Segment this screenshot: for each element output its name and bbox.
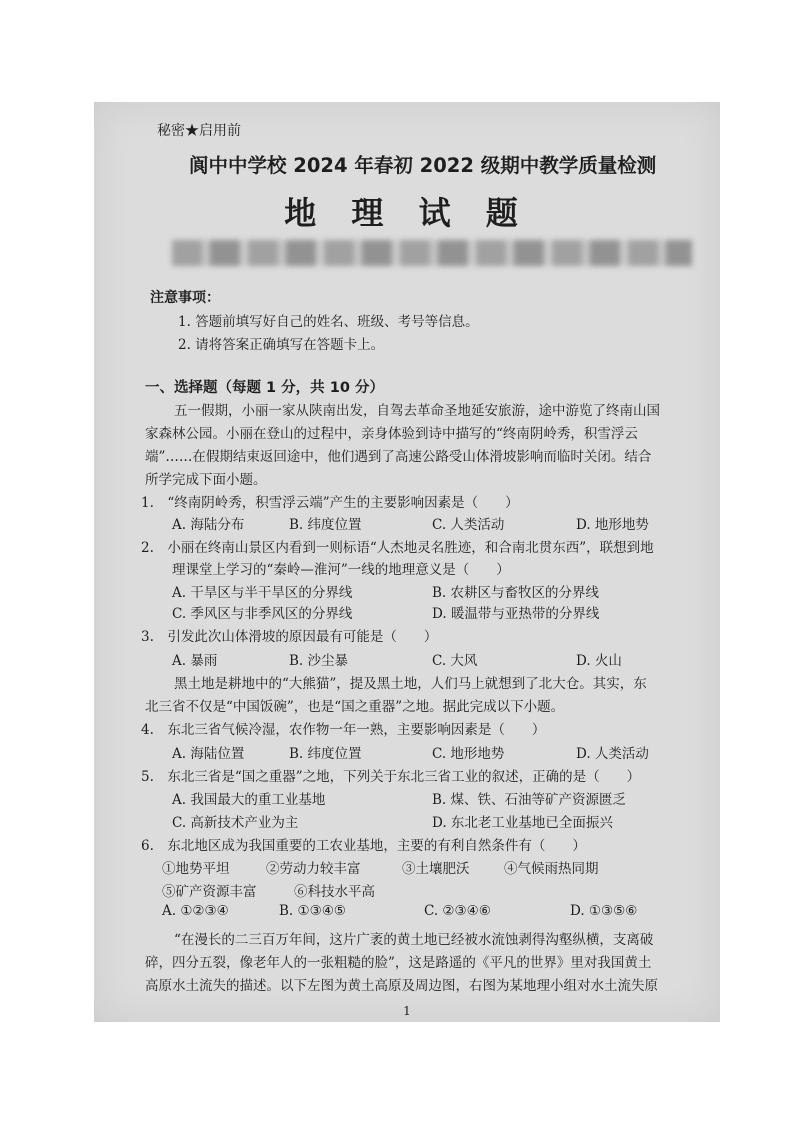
option: B. 农耕区与畜牧区的分界线 — [432, 585, 600, 601]
option: A. 海陆分布 — [172, 517, 245, 533]
question-1: 1. “终南阴岭秀，积雪浮云端”产生的主要影响因素是（ ） — [141, 495, 519, 511]
option: A. 暴雨 — [172, 653, 218, 669]
option: B. 纬度位置 — [289, 517, 362, 533]
notice-item: 1. 答题前填写好自己的姓名、班级、考号等信息。 — [178, 314, 479, 330]
option: B. 纬度位置 — [289, 746, 362, 762]
option: D. 人类活动 — [576, 746, 649, 762]
passage-line: 高原水土流失的描述。以下左图为黄土高原及周边图，右图为某地理小组对水土流失原 — [145, 978, 658, 994]
condition: ⑤矿产资源丰富 — [162, 884, 257, 900]
option: B. ①③④⑤ — [279, 903, 346, 919]
passage-line: 家森林公园。小丽在登山的过程中，亲身体验到诗中描写的“终南阴岭秀，积雪浮云 — [145, 426, 638, 442]
option: C. ②③④⑥ — [424, 903, 491, 919]
option: D. 东北老工业基地已全面振兴 — [432, 815, 613, 831]
option: D. 地形地势 — [576, 517, 649, 533]
option: C. 人类活动 — [432, 517, 505, 533]
option: C. 大风 — [432, 653, 478, 669]
passage-line: “在漫长的二三百万年间，这片广袤的黄土地已经被水流蚀剥得沟壑纵横，支离破 — [174, 932, 654, 948]
passage-line: 端”……在假期结束返回途中，他们遇到了高速公路受山体滑坡影响而临时关闭。结合 — [145, 449, 652, 465]
passage-line: 所学完成下面小题。 — [145, 472, 267, 488]
option: A. 我国最大的重工业基地 — [172, 792, 326, 808]
condition: ④气候雨热同期 — [504, 861, 599, 877]
notice-item: 2. 请将答案正确填写在答题卡上。 — [178, 337, 385, 353]
question-6: 6. 东北地区成为我国重要的工农业基地，主要的有利自然条件有（ ） — [141, 838, 586, 854]
condition: ⑥科技水平高 — [294, 884, 375, 900]
notice-heading: 注意事项： — [150, 290, 220, 306]
option: D. 火山 — [576, 653, 622, 669]
passage-line: 碎，四分五裂，像老年人的一张粗糙的脸”，这是路遥的《平凡的世界》里对我国黄土 — [145, 955, 652, 971]
question-4: 4. 东北三省气候冷湿，农作物一年一熟，主要影响因素是（ ） — [141, 722, 546, 738]
option: B. 煤、铁、石油等矿产资源匮乏 — [432, 792, 627, 808]
option: D. ①③⑤⑥ — [570, 903, 638, 919]
question-2: 2. 小丽在终南山景区内看到一则标语“人杰地灵名胜迹，和合南北贯东西”，联想到地 — [141, 540, 654, 556]
question-5: 5. 东北三省是“国之重器”之地，下列关于东北三省工业的叙述，正确的是（ ） — [141, 769, 641, 785]
option: A. 海陆位置 — [172, 746, 245, 762]
option: D. 暖温带与亚热带的分界线 — [432, 606, 600, 622]
option: C. 高新技术产业为主 — [172, 815, 299, 831]
question-2-cont: 理课堂上学习的“秦岭—淮河”一线的地理意义是（ ） — [172, 562, 510, 578]
section-heading: 一、选择题（每题 1 分，共 10 分） — [145, 380, 384, 396]
page-number: 1 — [403, 1004, 411, 1018]
question-3: 3. 引发此次山体滑坡的原因最有可能是（ ） — [141, 629, 438, 645]
condition: ③土壤肥沃 — [402, 861, 470, 877]
school-title: 阆中中学校 2024 年春初 2022 级期中教学质量检测 — [189, 154, 657, 177]
exam-paper — [94, 102, 720, 1022]
condition: ②劳动力较丰富 — [266, 861, 361, 877]
redacted-info-bar — [172, 240, 692, 266]
option: A. 干旱区与半干旱区的分界线 — [172, 585, 353, 601]
passage-line: 北三省不仅是“中国饭碗”，也是“国之重器”之地。据此完成以下小题。 — [145, 699, 565, 715]
subject-title: 地 理 试 题 — [284, 194, 530, 232]
option: B. 沙尘暴 — [289, 653, 349, 669]
secret-label: 秘密★启用前 — [157, 123, 241, 139]
passage-line: 五一假期，小丽一家从陕南出发，自驾去革命圣地延安旅游，途中游览了终南山国 — [174, 403, 660, 419]
condition: ①地势平坦 — [162, 861, 230, 877]
option: C. 季风区与非季风区的分界线 — [172, 606, 353, 622]
option: A. ①②③④ — [162, 903, 229, 919]
passage-line: 黑土地是耕地中的“大熊猫”，提及黑土地，人们马上就想到了北大仓。其实，东 — [174, 676, 647, 692]
option: C. 地形地势 — [432, 746, 505, 762]
